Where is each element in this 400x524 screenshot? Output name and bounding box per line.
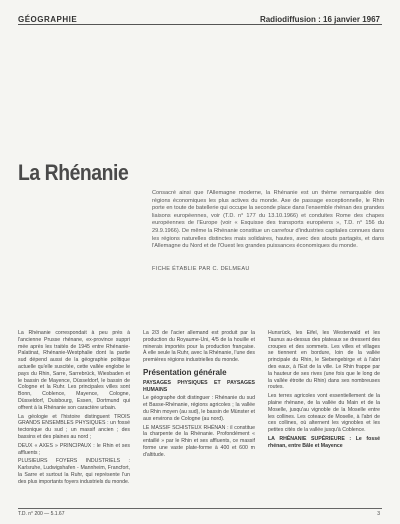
- col1-paragraph: DEUX « AXES » PRINCIPAUX : le Rhin et ses affluents ;: [18, 442, 130, 456]
- column-3: [268, 330, 380, 452]
- column-2: [143, 330, 255, 461]
- col1-paragraph: PLUSIEURS FOYERS INDUSTRIELS : Karlsruhe, Ludwigshafen - Mannheim, Francfort, la Sarre et surtout la Ruhr, qui représente l'un des plus importants foyers industriels du monde.: [18, 458, 130, 485]
- page-title: La Rhénanie: [18, 160, 129, 185]
- col1-paragraph: La Rhénanie correspondait à peu près à l'ancienne Prusse rhénane, ex-province suppri mée après les traités de 1945 entre Rhénanie-Palatinat, Rhénanie-Westphalie dont la partie sud dépend aussi de la géographie politique actuelle qu'elle suscitée, cette vallée englobe le pays du Rhin, Sarre, Sarrebrück, Wiesbaden et le bassin de Mayence, Düsseldorf, le bassin de Cologne et la Ruhr. Les principales villes sont Bonn, Coblence, Mayence, Cologne, Düsseldorf, Duisbourg, Essen, Dortmund qui offrent à la Rhénanie son caractère urbain.: [18, 330, 130, 411]
- col3-paragraph: Les terres agricoles vont essentiellement de la plaine rhénane, de la vallée du Main et de la Moselle, jusqu'au vignoble de la Moselle entre les collines. Les coteaux de Moselle, à l'abri de ces collines, où alternent les vignobles et les petites cités de la vallée jusqu'à Coblence.: [268, 393, 380, 434]
- section-heading: Présentation générale: [143, 367, 227, 377]
- page-number: 3: [377, 511, 380, 517]
- col3-paragraph: Hunsrück, les Eifel, les Westerwald et les Taunus au-dessus des plateaux se dressent des croupes et des sommets. Les villes et villages se tiennent en bordure, loin de la vallée principale du Rhin, le Siebengebirge et à l'abri des eaux, à l'Est de la ville. Le Rhin frappe par la hauteur de ses rives (une fois que le long de la vallée étroite du Rhin) dans ses nombreuses routes.: [268, 330, 380, 391]
- author-credit: FICHE ÉTABLIE PAR C. DELMEAU: [152, 266, 250, 272]
- section-rubric: GÉOGRAPHIE: [18, 15, 78, 24]
- broadcast-date: Radiodiffusion : 16 janvier 1967: [259, 15, 380, 24]
- intro-paragraph: Consacré ainsi que l'Allemagne moderne, la Rhénanie est un thème remarquable des régions économiques les plus actives du monde. Axe de passage exceptionnelle, le Rhin porte en toute de batellerie qui occupe la seconde place dans l'ensemble rhénan des grandes liaisons européennes, voir (T.D. n° 177 du 13.10.1966) et conduites Rome des chapes européennes de l'Europe (voir « Esquisse des transports européens », T.D. n° 156 du 29.9.1966). De même la Rhénanie constitue un carrefour d'industries capitales connues dans les régions naturelles distinctes mais solidaires, hautes, avec des atouts partagés, et dans l'Allemagne du Nord et de l'Ouest les grandes puissances économiques du monde.: [152, 190, 384, 250]
- col1-paragraph: La géologie et l'histoire distinguent TROIS GRANDS ENSEMBLES PHYSIQUES : un fossé tectonique du sud ; un massif ancien ; des bassins et des plaines au nord ;: [18, 413, 130, 440]
- col2-paragraph: La 2/3 de l'acier allemand est produit par la production du Royaume-Uni, 4/5 de la houille et minerais importés pour la production française. À elle seule la Ruhr, avec la Rhénanie, l'une des premières régions industrielles du monde.: [143, 330, 255, 364]
- footer-rule: [18, 508, 382, 509]
- col2-paragraph: LE MASSIF SCHISTEUX RHÉNAN : il constitue la charpente de la Rhénanie. Profondément « entaillé » par le Rhin et ses affluents, ce massif forme une vaste plate-forme à 400 et 600 m d'altitude.: [143, 424, 255, 458]
- col2-paragraph: Le géographe doit distinguer : Rhénanie du sud et Basse-Rhénanie, régions agricoles ; la vallée du Rhin moyen (au sud), le bassin de Münster et aux environs de Cologne (au nord).: [143, 395, 255, 422]
- footer-reference: T.D. n° 200 — 5.1.67: [18, 511, 65, 517]
- column-1: [18, 330, 130, 488]
- section-subheading: PAYSAGES PHYSIQUES ET PAYSAGES HUMAINS: [143, 379, 255, 393]
- col3-paragraph: LA RHÉNANIE SUPÉRIEURE : Le fossé rhénan, entre Bâle et Mayence: [268, 435, 380, 449]
- header-rule: [18, 24, 382, 25]
